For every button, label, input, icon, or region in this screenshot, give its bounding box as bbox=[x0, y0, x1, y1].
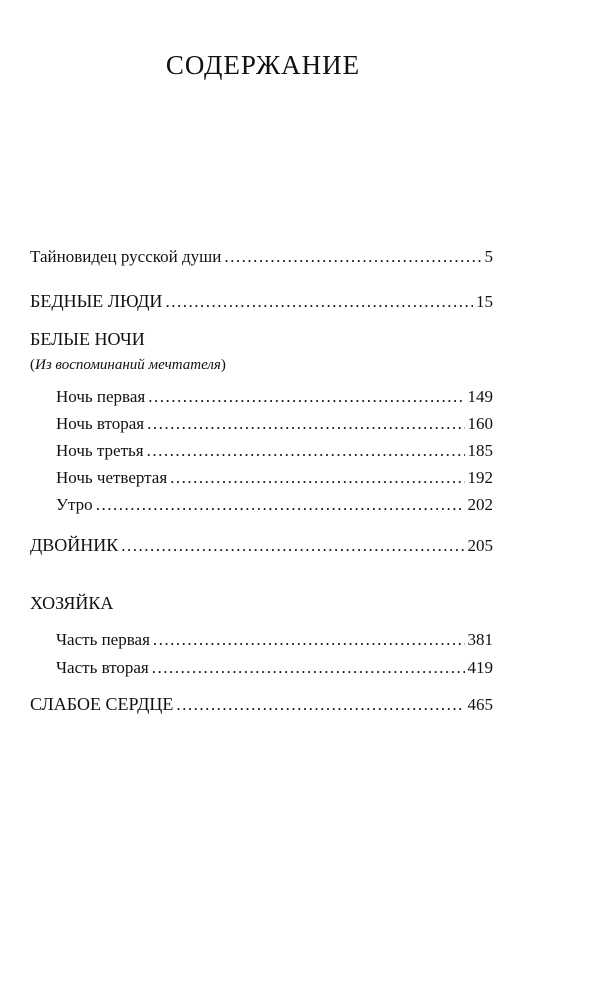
toc-page-number: 15 bbox=[476, 292, 493, 311]
toc-entry-label: Ночь четвертая bbox=[56, 468, 168, 487]
toc-section-heading-khozyaika: ХОЗЯЙКА bbox=[30, 593, 114, 613]
toc-entry-label: Ночь первая bbox=[56, 387, 146, 406]
toc-entry-noch-1 bbox=[56, 386, 493, 408]
toc-page-number: 192 bbox=[467, 468, 493, 487]
dot-leader bbox=[176, 694, 464, 716]
toc-page-number: 160 bbox=[467, 414, 493, 433]
toc-entry-utro bbox=[56, 494, 493, 516]
toc-entry-intro bbox=[30, 246, 493, 268]
toc-entry-chast-2 bbox=[56, 657, 493, 679]
dot-leader bbox=[224, 246, 481, 268]
toc-entry-chast-1 bbox=[56, 629, 493, 651]
dot-leader bbox=[170, 467, 464, 489]
toc-entry-label: Ночь вторая bbox=[56, 414, 145, 433]
toc-entry-slaboe-serdtse bbox=[30, 693, 493, 715]
toc-page-number: 381 bbox=[467, 630, 493, 649]
toc-entry-label: ДВОЙНИК bbox=[30, 535, 119, 555]
toc-entry-label: СЛАБОЕ СЕРДЦЕ bbox=[30, 694, 174, 714]
subtitle-close-paren: ) bbox=[220, 357, 226, 373]
toc-page-number: 419 bbox=[467, 658, 493, 677]
toc-entry-label: Утро bbox=[56, 495, 93, 514]
toc-entry-noch-3 bbox=[56, 440, 493, 462]
toc-entry-noch-2 bbox=[56, 413, 493, 435]
toc-page-number: 149 bbox=[467, 387, 493, 406]
dot-leader bbox=[148, 386, 464, 408]
toc-entry-label: Тайновидец русской души bbox=[30, 247, 222, 266]
toc-page-number: 5 bbox=[484, 247, 493, 266]
toc-entry-label: Часть вторая bbox=[56, 658, 149, 677]
subtitle-open-paren: ( bbox=[30, 357, 35, 373]
toc-section-subtitle bbox=[30, 355, 226, 375]
dot-leader bbox=[147, 440, 465, 462]
toc-entry-label: БЕДНЫЕ ЛЮДИ bbox=[30, 291, 163, 311]
dot-leader bbox=[153, 629, 465, 651]
toc-page-number: 465 bbox=[467, 695, 493, 714]
toc-entry-noch-4 bbox=[56, 467, 493, 489]
dot-leader bbox=[96, 494, 465, 516]
toc-entry-dvoinik bbox=[30, 534, 493, 556]
dot-leader bbox=[152, 657, 465, 679]
toc-page-number: 185 bbox=[467, 441, 493, 460]
toc-entry-label: Ночь третья bbox=[56, 441, 144, 460]
subtitle-text: Из воспоминаний мечтателя bbox=[35, 357, 221, 373]
dot-leader bbox=[121, 535, 464, 557]
toc-entry-bednye-lyudi bbox=[30, 290, 493, 312]
dot-leader bbox=[165, 291, 473, 313]
page-title: СОДЕРЖАНИЕ bbox=[165, 50, 361, 80]
toc-page-number: 205 bbox=[467, 536, 493, 555]
dot-leader bbox=[147, 413, 464, 435]
toc-section-heading-belye-nochi: БЕЛЫЕ НОЧИ bbox=[30, 329, 145, 349]
toc-entry-label: Часть первая bbox=[56, 630, 150, 649]
toc-page-number: 202 bbox=[467, 495, 493, 514]
